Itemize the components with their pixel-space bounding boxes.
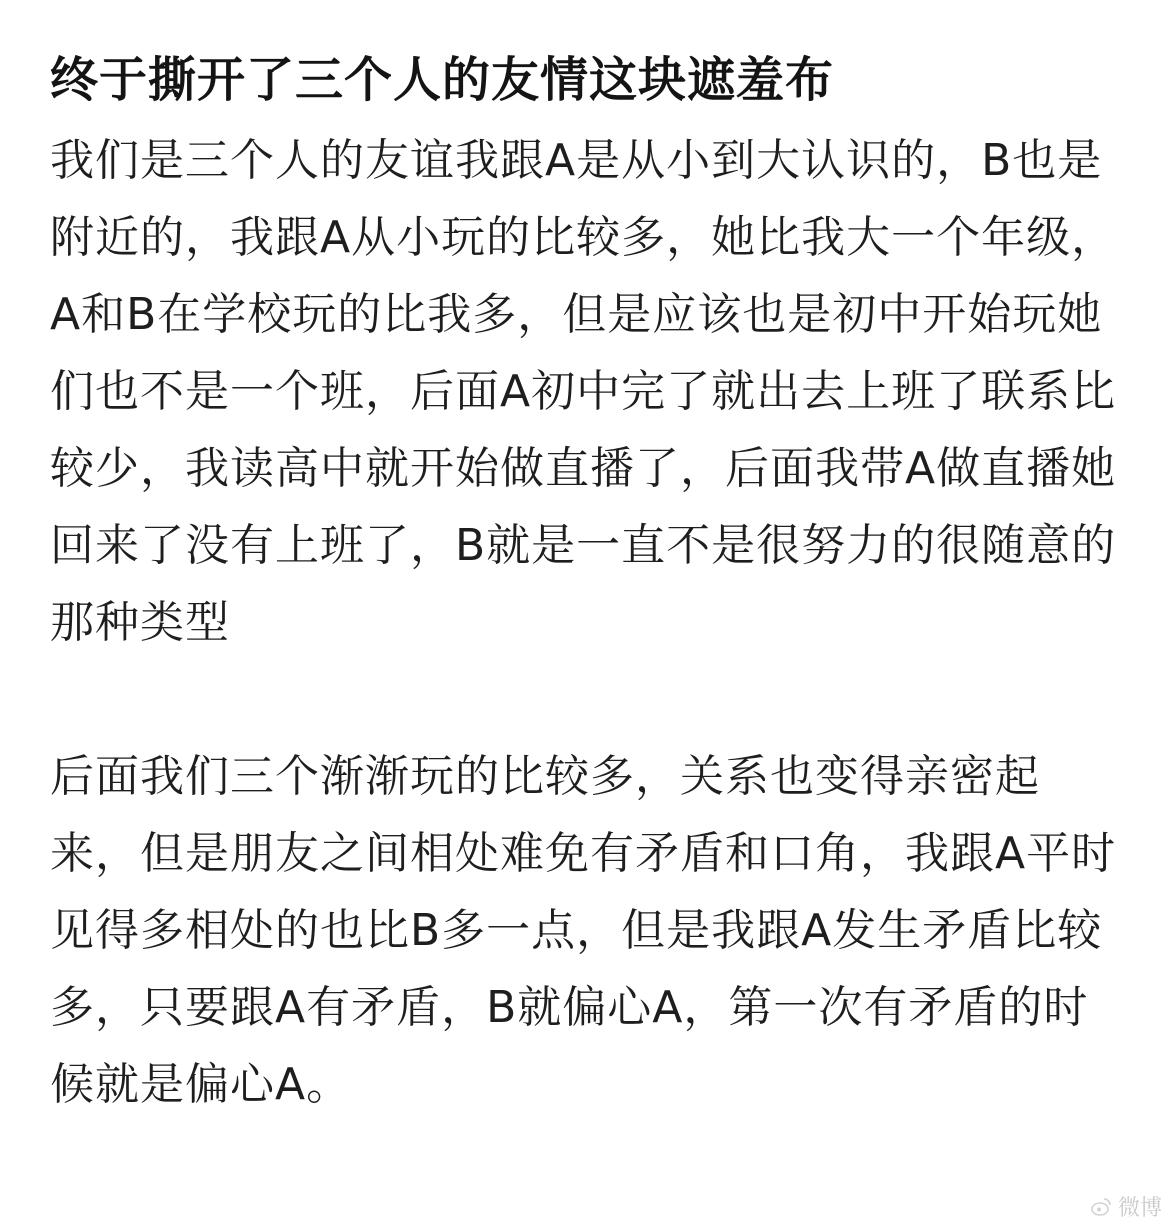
post-title: 终于撕开了三个人的友情这块遮羞布: [50, 52, 835, 108]
post: [50, 46, 1120, 1123]
post-paragraph-1: 我们是三个人的友谊我跟A是从小到大认识的，B也是附近的，我跟A从小玩的比较多，她比我大一个年级，A和B在学校玩的比我多，但是应该也是初中开始玩她们也不是一个班，后面A初中完了就出去上班了联系比较少，我读高中就开始做直播了，后面我带A做直播她回来了没有上班了，B就是一直不是很努力的很随意的那种类型: [50, 135, 1117, 648]
weibo-logo-icon: [1090, 1196, 1112, 1218]
post-paragraph-2: 后面我们三个渐渐玩的比较多，关系也变得亲密起来，但是朋友之间相处难免有矛盾和口角，我跟A平时见得多相处的也比B多一点，但是我跟A发生矛盾比较多，只要跟A有矛盾，B就偏心A，第一次有矛盾的时候就是偏心A。: [50, 751, 1117, 1110]
watermark-text: 微博: [1117, 1196, 1162, 1221]
watermark: [1090, 1191, 1162, 1222]
